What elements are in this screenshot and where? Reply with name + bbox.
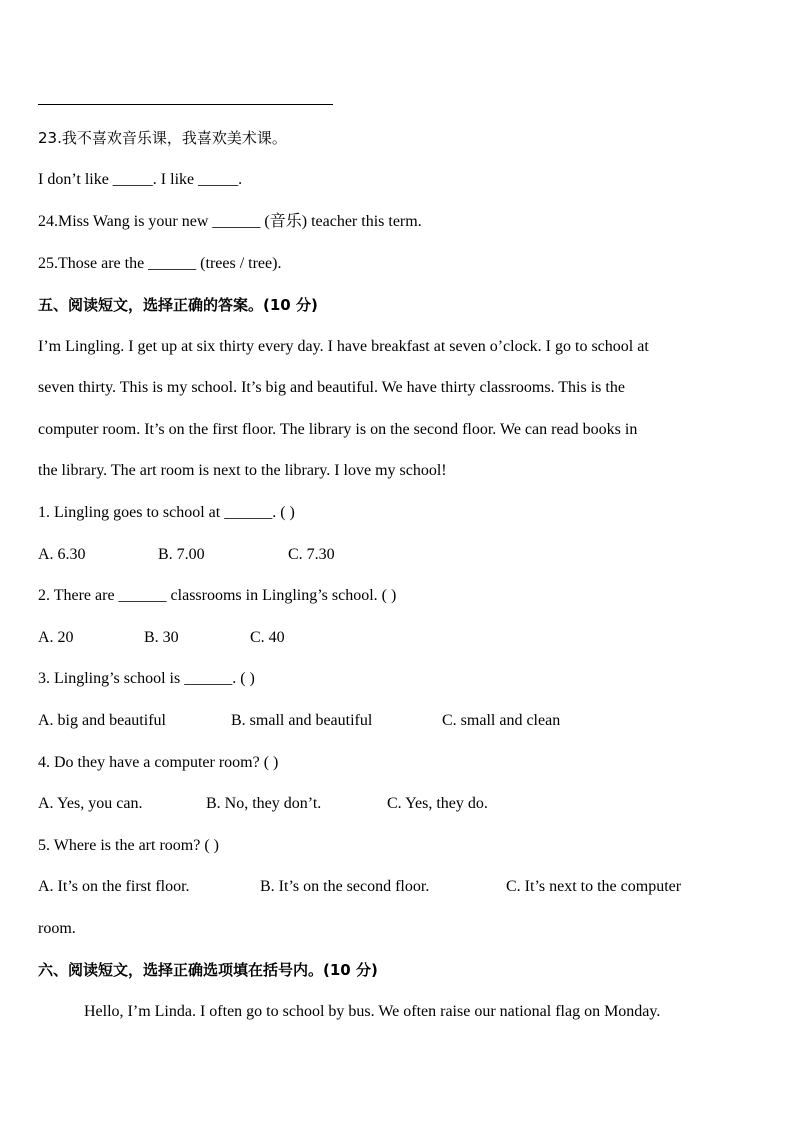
option-b: B. It’s on the second floor. [260,878,430,895]
option-c: C. 7.30 [288,546,335,563]
question-1: 1. Lingling goes to school at ______. ( ) [38,504,295,521]
section6-heading: 六、阅读短文，选择正确选项填在括号内。(10 分) [38,961,378,979]
option-a: A. 6.30 [38,546,86,563]
option-b: B. small and beautiful [231,712,373,729]
passage-line: computer room. It’s on the first floor. The library is on the second floor. We can read books in [38,421,638,438]
section5-heading: 五、阅读短文，选择正确的答案。(10 分) [38,296,318,314]
passage-line: I’m Lingling. I get up at six thirty every day. I have breakfast at seven o’clock. I go to school at [38,338,649,355]
question-1-options [38,545,335,565]
question-3: 3. Lingling’s school is ______. ( ) [38,670,255,687]
question-2: 2. There are ______ classrooms in Lingling’s school. ( ) [38,587,397,604]
option-c: C. Yes, they do. [387,795,488,812]
option-c: C. 40 [250,629,285,646]
option-c-wrap: room. [38,920,76,937]
question-2-options [38,628,285,648]
option-b: B. 30 [144,629,179,646]
option-a: A. 20 [38,629,74,646]
question-4: 4. Do they have a computer room? ( ) [38,754,279,771]
section6-passage-line: Hello, I’m Linda. I often go to school by bus. We often raise our national flag on Monday. [84,1003,661,1020]
option-a: A. It’s on the first floor. [38,878,190,895]
q23-prompt: 23.我不喜欢音乐课，我喜欢美术课。 [38,129,287,147]
question-3-options [38,711,560,731]
question-4-options [38,794,488,814]
answer-underline [38,104,333,105]
passage-line: the library. The art room is next to the library. I love my school! [38,462,447,479]
option-a: A. Yes, you can. [38,795,143,812]
option-c: C. It’s next to the computer [506,878,682,895]
q23-answer-line: I don’t like _____. I like _____. [38,171,243,188]
passage-line: seven thirty. This is my school. It’s big and beautiful. We have thirty classrooms. This is the [38,379,625,396]
option-b: B. 7.00 [158,546,205,563]
question-5-options [38,877,681,897]
option-a: A. big and beautiful [38,712,166,729]
question-5: 5. Where is the art room? ( ) [38,837,219,854]
option-b: B. No, they don’t. [206,795,322,812]
option-c: C. small and clean [442,712,561,729]
q25: 25.Those are the ______ (trees / tree). [38,255,282,272]
q24: 24.Miss Wang is your new ______ (音乐) teacher this term. [38,213,422,230]
